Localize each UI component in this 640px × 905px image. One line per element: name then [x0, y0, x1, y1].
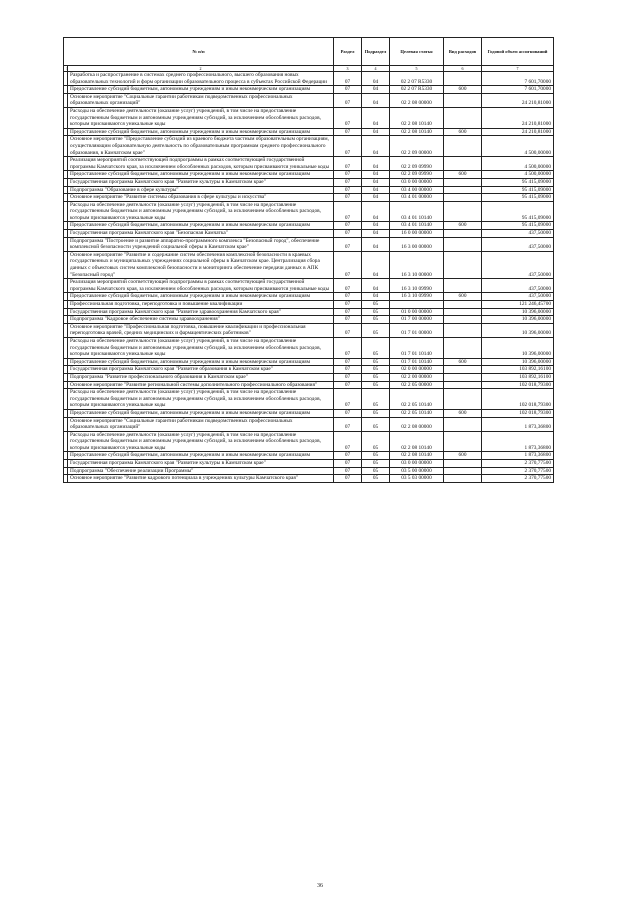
row-name-cell: Разработка и распространение в системах среднего профессионального, высшего образования новых образовательных технологий и форм организации образовательного процесса в субъектах Российской Федерации [68, 72, 334, 86]
row-amount-cell: 10 396,00000 [482, 308, 554, 316]
row-podrazdel-cell: 05 [362, 337, 390, 358]
row-razdel-cell: 07 [334, 452, 362, 460]
header-col-number: № п/п [64, 38, 334, 66]
row-expense-type-cell [444, 316, 482, 324]
row-target-article-cell: 16 3 10 09990 [390, 279, 444, 293]
row-target-article-cell: 01 7 01 00000 [390, 323, 444, 337]
row-amount-cell: 437,50000 [482, 251, 554, 278]
row-razdel-cell: 07 [334, 366, 362, 374]
row-podrazdel-cell: 04 [362, 86, 390, 94]
colnum-6: 6 [444, 66, 482, 72]
row-razdel-cell: 07 [334, 157, 362, 171]
row-amount-cell: 10 396,00000 [482, 316, 554, 324]
row-expense-type-cell [444, 301, 482, 309]
table-row [64, 467, 554, 475]
colnum-3: 3 [334, 66, 362, 72]
table-row [64, 389, 554, 410]
row-target-article-cell: 02 2 08 10140 [390, 452, 444, 460]
row-target-article-cell: 02 2 08 00000 [390, 417, 444, 431]
table-row [64, 186, 554, 194]
table-header-row [64, 38, 554, 66]
colnum-4: 4 [362, 66, 390, 72]
row-name-cell: Расходы на обеспечение деятельности (оказание услуг) учреждений, в том числе на предоставление государственным бюджетным и автономным учреждениям субсидий, за исключением обособленных расходов, которым присваиваются уникальные коды [68, 337, 334, 358]
table-row [64, 136, 554, 157]
table-row [64, 128, 554, 136]
row-expense-type-cell [444, 431, 482, 452]
row-razdel-cell: 07 [334, 186, 362, 194]
row-podrazdel-cell: 04 [362, 171, 390, 179]
table-row [64, 72, 554, 86]
row-name-cell: Предоставление субсидий бюджетным, автономным учреждениям и иным некоммерческим организациям [68, 86, 334, 94]
row-target-article-cell: 02 2 09 00000 [390, 136, 444, 157]
row-amount-cell: 24 210,81000 [482, 107, 554, 128]
row-name-cell: Подпрограмма "Развитие профессионального образования в Камчатском крае" [68, 373, 334, 381]
row-amount-cell: 24 210,81000 [482, 93, 554, 107]
row-expense-type-cell: 600 [444, 452, 482, 460]
row-target-article-cell: 02 2 09 09990 [390, 157, 444, 171]
row-name-cell: Основное мероприятие "Предоставление субсидий из краевого бюджета частным образовательным организациям, осуществляющим образовательную деятельность по образовательным программам среднего профессионального образования, в Камчатском крае" [68, 136, 334, 157]
row-amount-cell: 10 396,00000 [482, 337, 554, 358]
row-razdel-cell: 07 [334, 93, 362, 107]
row-podrazdel-cell: 04 [362, 93, 390, 107]
row-name-cell: Подпрограмма "Построение и развитие аппаратно-программного комплекса "Безопасный город", обеспечение комплексной безопасности учреждений социальной сферы в Камчатском крае" [68, 237, 334, 251]
row-expense-type-cell [444, 467, 482, 475]
row-podrazdel-cell: 04 [362, 201, 390, 222]
header-col-expense-type: Вид расходов [444, 38, 482, 66]
header-col-podrazdel: Подраздел [362, 38, 390, 66]
row-podrazdel-cell: 05 [362, 431, 390, 452]
row-name-cell: Подпрограмма "Обеспечение реализации Программы" [68, 467, 334, 475]
row-expense-type-cell [444, 323, 482, 337]
row-target-article-cell: 03 5 03 00000 [390, 475, 444, 483]
row-amount-cell: 1 873,36800 [482, 417, 554, 431]
row-target-article-cell: 01 0 00 00000 [390, 308, 444, 316]
row-name-cell: Предоставление субсидий бюджетным, автономным учреждениям и иным некоммерческим организациям [68, 358, 334, 366]
table-row [64, 107, 554, 128]
row-amount-cell: 1 873,36800 [482, 452, 554, 460]
row-expense-type-cell [444, 93, 482, 107]
row-amount-cell: 437,50000 [482, 230, 554, 238]
row-name-cell: Расходы на обеспечение деятельности (оказание услуг) учреждений, в том числе на предоставление государственным бюджетным и автономным учреждениям субсидий, за исключением обособленных расходов, которым присваиваются уникальные коды [68, 431, 334, 452]
row-podrazdel-cell: 05 [362, 373, 390, 381]
row-expense-type-cell [444, 381, 482, 389]
row-podrazdel-cell: 05 [362, 389, 390, 410]
row-name-cell: Государственная программа Камчатского края "Развитие здравоохранения Камчатского края" [68, 308, 334, 316]
row-amount-cell: 2 370,77500 [482, 475, 554, 483]
row-razdel-cell: 07 [334, 308, 362, 316]
table-row [64, 358, 554, 366]
table-row [64, 409, 554, 417]
row-target-article-cell: 02 2 05 10140 [390, 389, 444, 410]
row-expense-type-cell: 600 [444, 222, 482, 230]
table-row [64, 431, 554, 452]
row-podrazdel-cell: 05 [362, 316, 390, 324]
row-razdel-cell: 07 [334, 136, 362, 157]
row-amount-cell: 437,50000 [482, 279, 554, 293]
table-row [64, 381, 554, 389]
row-name-cell: Подпрограмма "Кадровое обеспечение системы здравоохранения" [68, 316, 334, 324]
row-razdel-cell: 07 [334, 301, 362, 309]
table-row [64, 417, 554, 431]
row-expense-type-cell [444, 460, 482, 468]
row-podrazdel-cell: 04 [362, 251, 390, 278]
row-expense-type-cell [444, 337, 482, 358]
row-name-cell: Предоставление субсидий бюджетным, автономным учреждениям и иным некоммерческим организациям [68, 409, 334, 417]
row-razdel-cell: 07 [334, 201, 362, 222]
row-podrazdel-cell: 04 [362, 157, 390, 171]
row-amount-cell: 102 018,79300 [482, 409, 554, 417]
row-razdel-cell: 07 [334, 373, 362, 381]
row-razdel-cell: 07 [334, 293, 362, 301]
row-name-cell: Реализация мероприятий соответствующей подпрограммы в рамках соответствующей государственной программы Камчатского края, за исключением обособленных расходов, которым присваиваются уникальные коды [68, 157, 334, 171]
row-podrazdel-cell: 05 [362, 301, 390, 309]
table-row [64, 230, 554, 238]
row-podrazdel-cell: 05 [362, 381, 390, 389]
row-razdel-cell: 07 [334, 237, 362, 251]
row-amount-cell: 10 396,00000 [482, 323, 554, 337]
row-razdel-cell: 07 [334, 230, 362, 238]
colnum-5: 5 [390, 66, 444, 72]
table-row [64, 337, 554, 358]
row-target-article-cell: 03 0 00 00000 [390, 178, 444, 186]
row-name-cell: Основное мероприятие "Социальные гарантии работникам подведомственных профессиональных образовательных организаций" [68, 93, 334, 107]
row-target-article-cell: 02 2 05 10140 [390, 409, 444, 417]
row-razdel-cell: 07 [334, 171, 362, 179]
row-podrazdel-cell: 05 [362, 409, 390, 417]
row-expense-type-cell: 600 [444, 358, 482, 366]
row-razdel-cell: 07 [334, 194, 362, 202]
row-name-cell: Государственная программа Камчатского края "Развитие образования в Камчатском крае" [68, 366, 334, 374]
row-podrazdel-cell: 05 [362, 366, 390, 374]
row-expense-type-cell [444, 107, 482, 128]
row-expense-type-cell [444, 136, 482, 157]
row-name-cell: Основное мероприятие "Развитие системы образования в сфере культуры и искусства" [68, 194, 334, 202]
row-podrazdel-cell: 04 [362, 194, 390, 202]
row-amount-cell: 437,50000 [482, 237, 554, 251]
row-amount-cell: 4 500,00000 [482, 157, 554, 171]
row-name-cell: Основное мероприятие "Развитие и содержание систем обеспечения комплексной безопасности в краевых государственных и муниципальных учреждениях социальной сферы в Камчатском крае. Централизация сбора данных с объектовых систем комплексной безопасности и мониторинга обеспечение передачи данных в АПК "Безопасный город" [68, 251, 334, 278]
row-razdel-cell: 07 [334, 222, 362, 230]
row-podrazdel-cell: 04 [362, 222, 390, 230]
table-row [64, 366, 554, 374]
table-row [64, 251, 554, 278]
row-name-cell: Реализация мероприятий соответствующей подпрограммы в рамках соответствующей государственной программы Камчатского края, за исключением обособленных расходов, которым присваиваются уникальные коды [68, 279, 334, 293]
row-name-cell: Расходы на обеспечение деятельности (оказание услуг) учреждений, в том числе на предоставление государственным бюджетным и автономным учреждениям субсидий, за исключением обособленных расходов, которым присваиваются уникальные коды [68, 201, 334, 222]
row-podrazdel-cell: 04 [362, 136, 390, 157]
table-row [64, 157, 554, 171]
row-expense-type-cell [444, 251, 482, 278]
row-expense-type-cell [444, 389, 482, 410]
row-podrazdel-cell: 05 [362, 323, 390, 337]
row-name-cell: Подпрограмма "Образование в сфере культуры" [68, 186, 334, 194]
row-podrazdel-cell: 04 [362, 237, 390, 251]
row-target-article-cell [390, 301, 444, 309]
row-podrazdel-cell: 05 [362, 475, 390, 483]
row-name-cell: Государственная программа Камчатского края "Развитие культуры в Камчатском крае" [68, 178, 334, 186]
row-expense-type-cell [444, 373, 482, 381]
table-body [64, 72, 554, 483]
row-razdel-cell: 07 [334, 431, 362, 452]
page-number: 36 [317, 883, 323, 889]
row-target-article-cell: 02 2 09 09990 [390, 171, 444, 179]
row-target-article-cell: 03 4 01 00000 [390, 194, 444, 202]
row-razdel-cell: 07 [334, 389, 362, 410]
table-row [64, 86, 554, 94]
colnum-2: 2 [68, 66, 334, 72]
row-target-article-cell: 16 3 10 09990 [390, 293, 444, 301]
row-expense-type-cell [444, 230, 482, 238]
row-expense-type-cell [444, 279, 482, 293]
row-razdel-cell: 07 [334, 460, 362, 468]
row-razdel-cell: 07 [334, 475, 362, 483]
row-amount-cell: 95 415,09000 [482, 178, 554, 186]
header-col-annual-amount: Годовой объем ассигнований [482, 38, 554, 66]
row-podrazdel-cell: 05 [362, 467, 390, 475]
row-target-article-cell: 03 4 01 10140 [390, 201, 444, 222]
row-target-article-cell: 01 7 01 10140 [390, 337, 444, 358]
table-row [64, 171, 554, 179]
row-name-cell: Государственная программа Камчатского края "Развитие культуры в Камчатском крае" [68, 460, 334, 468]
row-amount-cell: 2 370,77500 [482, 467, 554, 475]
row-podrazdel-cell: 05 [362, 452, 390, 460]
row-name-cell: Предоставление субсидий бюджетным, автономным учреждениям и иным некоммерческим организациям [68, 452, 334, 460]
table-row [64, 293, 554, 301]
row-razdel-cell: 07 [334, 72, 362, 86]
row-name-cell: Расходы на обеспечение деятельности (оказание услуг) учреждений, в том числе на предоставление государственным бюджетным и автономным учреждениям субсидий, за исключением обособленных расходов, которым присваиваются уникальные коды [68, 107, 334, 128]
row-expense-type-cell [444, 194, 482, 202]
table-row [64, 452, 554, 460]
row-expense-type-cell: 600 [444, 171, 482, 179]
row-amount-cell: 121 246,45700 [482, 301, 554, 309]
row-target-article-cell: 02 2 08 00000 [390, 93, 444, 107]
row-razdel-cell: 07 [334, 178, 362, 186]
row-name-cell: Расходы на обеспечение деятельности (оказание услуг) учреждений, в том числе на предоставление государственным бюджетным и автономным учреждениям субсидий, за исключением обособленных расходов, которым присваиваются уникальные коды [68, 389, 334, 410]
row-podrazdel-cell: 04 [362, 72, 390, 86]
row-podrazdel-cell: 04 [362, 178, 390, 186]
row-razdel-cell: 07 [334, 86, 362, 94]
row-target-article-cell: 01 7 00 00000 [390, 316, 444, 324]
row-target-article-cell: 02 2 07 R5330 [390, 86, 444, 94]
row-razdel-cell: 07 [334, 381, 362, 389]
row-expense-type-cell [444, 201, 482, 222]
colnum-7: 7 [482, 66, 554, 72]
header-col-razdel: Раздел [334, 38, 362, 66]
table-row [64, 237, 554, 251]
row-razdel-cell: 07 [334, 337, 362, 358]
row-razdel-cell: 07 [334, 279, 362, 293]
row-amount-cell: 7 601,70000 [482, 86, 554, 94]
row-expense-type-cell [444, 237, 482, 251]
row-razdel-cell: 07 [334, 128, 362, 136]
row-name-cell: Предоставление субсидий бюджетным, автономным учреждениям и иным некоммерческим организациям [68, 128, 334, 136]
row-expense-type-cell [444, 157, 482, 171]
table-row [64, 308, 554, 316]
row-amount-cell: 103 892,16100 [482, 366, 554, 374]
row-target-article-cell: 16 3 00 00000 [390, 237, 444, 251]
row-amount-cell: 2 370,77500 [482, 460, 554, 468]
table-row [64, 475, 554, 483]
row-target-article-cell: 03 0 00 00000 [390, 460, 444, 468]
row-name-cell: Основное мероприятие "Развитие региональной системы дополнительного профессионального образования" [68, 381, 334, 389]
table-row [64, 316, 554, 324]
row-amount-cell: 437,50000 [482, 293, 554, 301]
table-row [64, 201, 554, 222]
header-col-target-article: Целевая статья [390, 38, 444, 66]
row-podrazdel-cell: 04 [362, 279, 390, 293]
table-row [64, 178, 554, 186]
row-expense-type-cell [444, 186, 482, 194]
table-row [64, 460, 554, 468]
row-expense-type-cell [444, 366, 482, 374]
table-row [64, 301, 554, 309]
row-expense-type-cell: 600 [444, 128, 482, 136]
row-name-cell: Предоставление субсидий бюджетным, автономным учреждениям и иным некоммерческим организациям [68, 222, 334, 230]
row-razdel-cell: 07 [334, 409, 362, 417]
row-amount-cell: 102 018,79300 [482, 389, 554, 410]
row-name-cell: Предоставление субсидий бюджетным, автономным учреждениям и иным некоммерческим организациям [68, 171, 334, 179]
row-razdel-cell: 07 [334, 107, 362, 128]
row-name-cell: Основное мероприятие "Развитие кадрового потенциала в учреждениях культуры Камчатского края" [68, 475, 334, 483]
row-amount-cell: 4 500,00000 [482, 136, 554, 157]
row-podrazdel-cell: 05 [362, 308, 390, 316]
row-amount-cell: 10 396,00000 [482, 358, 554, 366]
row-expense-type-cell [444, 178, 482, 186]
row-podrazdel-cell: 04 [362, 186, 390, 194]
row-podrazdel-cell: 05 [362, 417, 390, 431]
row-podrazdel-cell: 05 [362, 460, 390, 468]
row-razdel-cell: 07 [334, 316, 362, 324]
colnum-1: 1 [64, 66, 68, 72]
row-amount-cell: 1 873,36800 [482, 431, 554, 452]
row-amount-cell: 103 892,16100 [482, 373, 554, 381]
row-amount-cell: 95 415,09000 [482, 194, 554, 202]
budget-table [63, 37, 554, 483]
row-target-article-cell: 16 3 10 00000 [390, 251, 444, 278]
row-amount-cell: 7 601,70000 [482, 72, 554, 86]
row-name-cell: Основное мероприятие "Социальные гарантии работникам подведомственных профессиональных образовательных организаций" [68, 417, 334, 431]
row-podrazdel-cell: 04 [362, 230, 390, 238]
table-row [64, 194, 554, 202]
row-target-article-cell: 02 2 08 10140 [390, 431, 444, 452]
row-name-cell: Предоставление субсидий бюджетным, автономным учреждениям и иным некоммерческим организациям [68, 293, 334, 301]
table-row [64, 279, 554, 293]
row-target-article-cell: 02 2 08 10140 [390, 107, 444, 128]
row-amount-cell: 24 210,81000 [482, 128, 554, 136]
row-podrazdel-cell: 04 [362, 293, 390, 301]
row-target-article-cell: 16 0 00 00000 [390, 230, 444, 238]
row-razdel-cell: 07 [334, 251, 362, 278]
row-target-article-cell: 02 2 07 R5330 [390, 72, 444, 86]
row-razdel-cell: 07 [334, 417, 362, 431]
row-target-article-cell: 02 0 00 00000 [390, 366, 444, 374]
row-amount-cell: 95 415,09000 [482, 222, 554, 230]
table-row [64, 373, 554, 381]
row-expense-type-cell [444, 308, 482, 316]
row-expense-type-cell: 600 [444, 86, 482, 94]
row-amount-cell: 4 500,00000 [482, 171, 554, 179]
row-expense-type-cell: 600 [444, 293, 482, 301]
row-podrazdel-cell: 04 [362, 128, 390, 136]
row-target-article-cell: 03 4 00 00000 [390, 186, 444, 194]
row-expense-type-cell [444, 417, 482, 431]
row-amount-cell: 95 415,09000 [482, 186, 554, 194]
row-expense-type-cell [444, 72, 482, 86]
budget-page [63, 37, 553, 483]
row-target-article-cell: 01 7 01 10140 [390, 358, 444, 366]
row-expense-type-cell: 600 [444, 409, 482, 417]
row-name-cell: Основное мероприятие "Профессиональная подготовка, повышение квалификации и профессиональная переподготовка врачей, средних медицинских и фармацевтических работников" [68, 323, 334, 337]
row-expense-type-cell [444, 475, 482, 483]
row-name-cell: Государственная программа Камчатского края "Безопасная Камчатка" [68, 230, 334, 238]
row-target-article-cell: 03 4 01 10140 [390, 222, 444, 230]
row-target-article-cell: 03 5 00 00000 [390, 467, 444, 475]
table-row [64, 93, 554, 107]
row-target-article-cell: 02 2 08 10140 [390, 128, 444, 136]
row-target-article-cell: 02 2 00 00000 [390, 373, 444, 381]
table-row [64, 222, 554, 230]
row-amount-cell: 95 415,09000 [482, 201, 554, 222]
row-razdel-cell: 07 [334, 323, 362, 337]
table-row [64, 323, 554, 337]
row-razdel-cell: 07 [334, 358, 362, 366]
row-target-article-cell: 02 2 05 00000 [390, 381, 444, 389]
row-amount-cell: 102 018,79300 [482, 381, 554, 389]
row-podrazdel-cell: 04 [362, 107, 390, 128]
row-podrazdel-cell: 05 [362, 358, 390, 366]
row-razdel-cell: 07 [334, 467, 362, 475]
row-name-cell: Профессиональная подготовка, переподготовка и повышение квалификации [68, 301, 334, 309]
